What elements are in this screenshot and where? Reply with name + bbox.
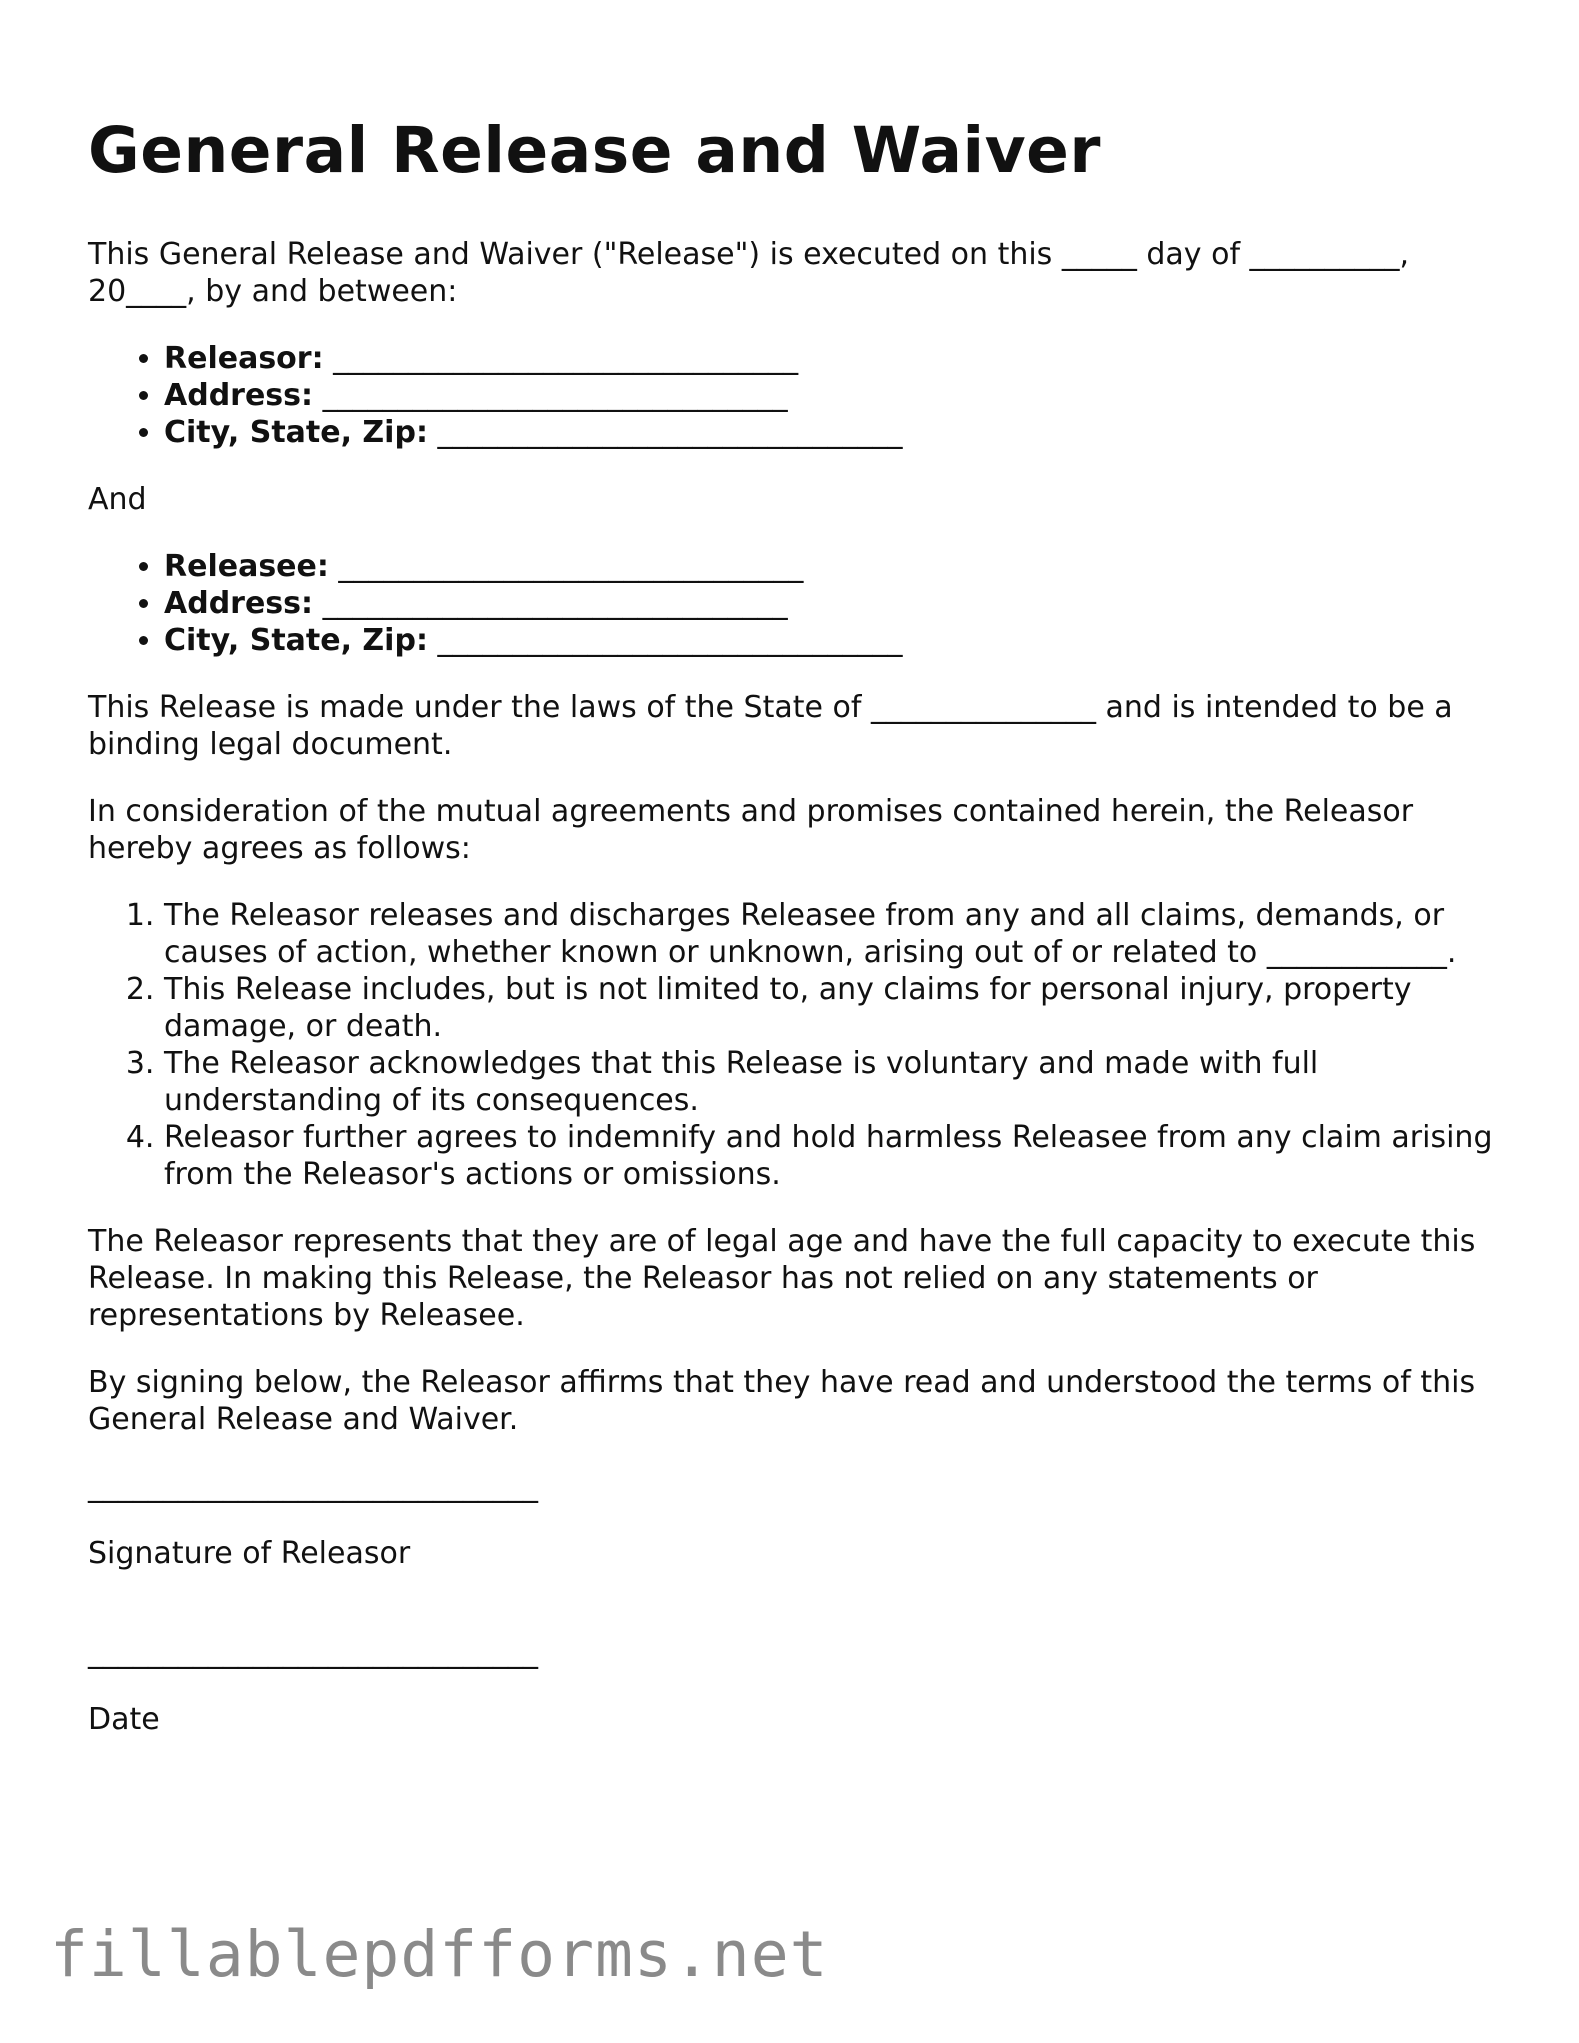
date-caption: Date — [88, 1702, 160, 1737]
and-text: And — [88, 482, 147, 517]
term-item: 4. Releasor further agrees to indemnify and hold harmless Releasee from any claim arising from the Releasor's actions or omissions. — [164, 1119, 1508, 1193]
document-title: General Release and Waiver — [88, 114, 1101, 187]
releasor-name-field — [164, 340, 1508, 377]
document-page — [88, 108, 1508, 1768]
term-item: 1. The Releasor releases and discharges Releasee from any and all claims, demands, or causes of action, whether known or unknown, arising out of or related to ____________. — [164, 897, 1508, 971]
releasee-city-state-zip-field — [164, 622, 1508, 659]
releasee-fields-list — [88, 548, 1508, 659]
field-label: City, State, Zip: — [164, 623, 428, 658]
releasor-address-field — [164, 377, 1508, 414]
blank-line: _______________________________ — [333, 341, 799, 376]
releasor-city-state-zip-field — [164, 414, 1508, 451]
releasee-address-field — [164, 585, 1508, 622]
signature-caption: Signature of Releasor — [88, 1536, 411, 1571]
date-line: ______________________________ — [88, 1635, 538, 1670]
representation-paragraph: The Releasor represents that they are of legal age and have the full capacity to execute this Release. In making this Release, the Releasor has not relied on any statements or representations by Releasee. — [88, 1224, 1476, 1333]
terms-list — [88, 897, 1508, 1193]
laws-paragraph: This Release is made under the laws of the State of _______________ and is intended to be a binding legal document. — [88, 690, 1453, 762]
field-label: City, State, Zip: — [164, 415, 428, 450]
blank-line: _______________________________ — [437, 623, 903, 658]
releasee-name-field — [164, 548, 1508, 585]
field-label: Releasor: — [164, 341, 324, 376]
blank-line: _______________________________ — [338, 549, 804, 584]
term-item: 2. This Release includes, but is not limited to, any claims for personal injury, property damage, or death. — [164, 971, 1508, 1045]
signature-line: ______________________________ — [88, 1469, 538, 1504]
term-item: 3. The Releasor acknowledges that this Release is voluntary and made with full understanding of its consequences. — [164, 1045, 1508, 1119]
blank-line: _______________________________ — [322, 586, 788, 621]
field-label: Address: — [164, 378, 314, 413]
releasor-fields-list — [88, 340, 1508, 451]
field-label: Releasee: — [164, 549, 329, 584]
signing-paragraph: By signing below, the Releasor affirms that they have read and understood the terms of this General Release and Waiver. — [88, 1365, 1476, 1437]
consideration-paragraph: In consideration of the mutual agreements and promises contained herein, the Releasor hereby agrees as follows: — [88, 794, 1414, 866]
blank-line: _______________________________ — [322, 378, 788, 413]
field-label: Address: — [164, 586, 314, 621]
watermark: fillablepdfforms.net — [50, 1918, 829, 1991]
blank-line: _______________________________ — [437, 415, 903, 450]
intro-paragraph: This General Release and Waiver ("Release") is executed on this _____ day of __________, 20____, by and between: — [88, 237, 1410, 309]
